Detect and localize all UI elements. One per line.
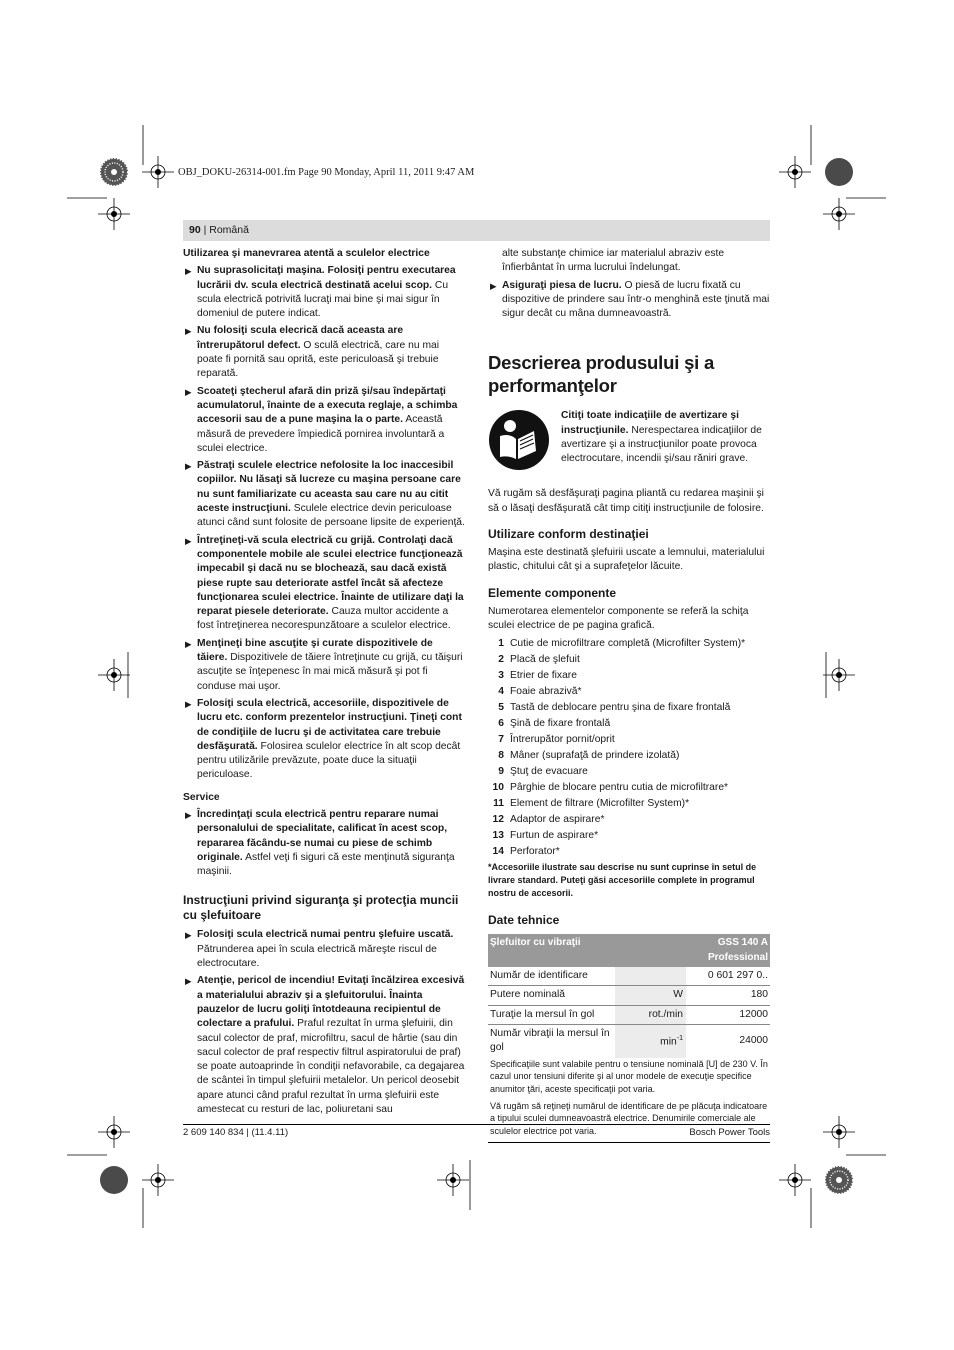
footer-brand: Bosch Power Tools [689,1127,770,1138]
bullet-item: ▶ Folosiţi scula electrică, accesoriile, dispozitivele de lucru etc. conform prezentelor instrucţiuni. Ţineţi cont de condiţiile de lucru şi de activitatea care trebuie desfăşurată. Folosirea sculelor electrice în alt scop decât pentru utilizările prevăzute, poate duce la situaţii periculoase. [185,697,462,781]
list-item: 7 Întrerupător pornit/oprit [498,734,615,746]
page-number: 90 [189,224,201,236]
list-item: 11 Element de filtrare (Microfilter System)* [493,798,690,810]
footer-doc-number: 2 609 140 834 | (11.4.11) [183,1127,289,1138]
table-row: Turaţie la mersul în gol rot./min 12000 [488,1005,770,1024]
arrow-bullet-icon: ▶ [185,698,192,709]
tech-data-title: Date tehnice [488,913,560,928]
sander-safety-title: Instrucţiuni privind siguranţa şi protecţia muncii cu şlefuitoare [183,893,459,923]
arrow-bullet-icon: ▶ [185,809,192,820]
read-instructions-box [488,409,770,473]
bullet-item: ▶ Atenţie, pericol de incendiu! Evitaţi încălzirea excesivă a materialului abraziv şi a şlefuitorului. Înainta pauzelor de lucru goliţi întotdeauna recipientul de colectare a prafului. Praful rezultat în urma şlefuirii, din sacul colector de praf, microfiltru, sacul de hârtie (sau din sacul colector de praf respectiv filtrul aspiratorului de praf) se poate autoaprinde în condiţii nefavorabile, ca degajarea de scântei în timpul şlefuirii metalelor. Un pericol deosebit apare atunci când praful rezultat în urma şlefuirii este amestecat cu resturi de lac, poliuretani sau [185,975,465,1116]
use-section-title: Utilizarea şi manevrarea atentă a sculelor electrice [183,248,430,259]
arrow-bullet-icon: ▶ [490,280,497,291]
bullet-item: ▶ Nu suprasolicitaţi maşina. Folosiţi pentru executarea lucrării dv. scula electrică destinată acelui scop. Cu scula electrică potrivită lucraţi mai bine şi mai sigur în domeniul de putere indicat. [185,265,456,320]
list-item: 2 Placă de şlefuit [498,654,580,666]
fold-out-text: Vă rugăm să desfăşuraţi pagina pliantă cu redarea maşinii şi să o lăsaţi desfăşurată cât timp citiţi instrucţiunile de folosire. [488,488,764,514]
arrow-bullet-icon: ▶ [185,266,192,277]
bullet-item: ▶ Menţineţi bine ascuţite şi curate dispozitivele de tăiere. Dispozitivele de tăiere întreţinute cu grijă, cu tăişuri ascuţite se înţepenesc în mai mică măsură şi pot fi conduse mai uşor. [185,637,463,692]
table-bottom-rule [488,1142,770,1143]
list-item: 13 Furtun de aspirare* [492,830,599,842]
table-row: Număr de identificare 0 601 297 0.. [488,967,770,986]
arrow-bullet-icon: ▶ [185,930,192,941]
tech-note-voltage: Specificaţiile sunt valabile pentru o tensiune nominală [U] de 230 V. În cazul unor tensiuni diferite şi al unor modele de execuţie specifice anumitor ţări, aceste specificaţii pot varia. [490,1058,768,1094]
arrow-bullet-icon: ▶ [185,535,192,546]
product-description-title: Descrierea produsului şi a performanţelor [488,352,715,397]
list-item: 12 Adaptor de aspirare* [492,814,605,826]
bullet-item: ▶ Nu folosiţi scula elecrică dacă aceasta are întrerupătorul defect. O sculă electrică, care nu mai poate fi pornită sau oprită, este periculoasă şi trebuie reparată. [185,325,440,380]
components-title: Elemente componente [488,585,617,600]
list-item: 9 Ştuţ de evacuare [498,766,588,778]
tech-data-table [488,934,770,1139]
page-header-bar [183,220,770,241]
arrow-bullet-icon: ▶ [185,638,192,649]
table-header-row [488,934,770,967]
table-header-model: GSS 140 A Professional [686,934,770,967]
bullet-item: ▶ Scoateţi ştecherul afară din priză şi/sau îndepărtaţi acumulatorul, înainte de a executa reglaje, a schimba accesorii sau de a pune maşina la o parte. Această măsură de prevedere împiedică pornirea involuntară a sculei electrice. [185,385,458,454]
arrow-bullet-icon: ▶ [185,326,192,337]
left-column [183,247,465,1117]
table-row: Număr vibraţii la mersul în gol $\min^{-1}$ 24000 [488,1024,770,1057]
list-item: 5 Tastă de deblocare pentru şina de fixare frontală [498,702,731,714]
list-item: 3 Etrier de fixare [498,670,577,682]
arrow-bullet-icon: ▶ [185,976,192,987]
list-item: 6 Şină de fixare frontală [498,718,611,730]
service-section-title: Service [183,791,220,803]
components-intro: Numerotarea elementelor componente se referă la schiţa sculei electrice de pe pagina grafică. [488,605,749,631]
list-item: 4 Foaie abrazivă* [498,686,582,698]
intended-use-text: Maşina este destinată şlefuirii uscate a lemnului, materialului plastic, chitului cât şi a suprafeţelor lăcuite. [488,547,765,573]
tech-note-id-plate: Vă rugăm să reţineţi numărul de identificare de pe plăcuţa indicatoare a tipului sculei dumneavoastră electrice. Denumirile comerciale ale sculelor electrice pot varia. [490,1100,768,1137]
read-manual-icon [488,409,550,471]
bullet-item: ▶ Încredinţaţi scula electrică pentru reparare numai personalului de specialitate, calificat în acest scop, repararea făcându-se numai cu piese de schimb originale. Astfel veţi fi siguri că este menţinută siguranţa maşinii. [185,808,455,878]
continuation-text: alte substanţe chimice iar materialul abraziv este înfierbântat în urma lucrului îndelungat. [502,248,725,274]
arrow-bullet-icon: ▶ [185,386,192,397]
list-item: 14 Perforator* [492,846,560,858]
print-job-header: OBJ_DOKU-26314-001.fm Page 90 Monday, April 11, 2011 9:47 AM [178,167,475,178]
use-items-list [183,264,465,782]
right-column [488,247,770,1143]
bullet-item: ▶ Întreţineţi-vă scula electrică cu grijă. Controlaţi dacă componentele mobile ale sculei electrice funcţionează impecabil şi dacă nu se blochează, sau dacă există piese rupte sau deteriorate astfel încât să afecteze funcţionarea sculei electrice. Înainte de utilizare daţi la reparat piesele deteriorate. Cauza multor accidente a fost întreţinerea necorespunzătoare a sculelor electrice. [185,534,464,632]
footer-rule [183,1124,770,1125]
bullet-item: ▶ Folosiţi scula electrică numai pentru şlefuire uscată. Pătrunderea apei în scula electrică măreşte riscul de electrocutare. [185,929,454,970]
page-header-divider: | [200,224,210,236]
page-language: Română [209,224,249,236]
list-item: 10 Pârghie de blocare pentru cutia de microfiltrare* [492,782,729,794]
accessories-footnote: *Accesoriile ilustrate sau descrise nu sunt cuprinse în setul de livrare standard. Puteţi găsi accesoriile complete în programul nostru de accesorii. [488,862,757,898]
read-warning-text: Citiţi toate indicaţiile de avertizare şi instrucţiunile. Nerespectarea indicaţiilor de avertizare şi a instrucţiunilor poate provoca electrocutare, incendii şi/sau răniri grave. [561,410,762,465]
table-header-product: Şlefuitor cu vibraţii [488,934,686,967]
components-list [488,637,770,859]
bullet-item: ▶ Asiguraţi piesa de lucru. O piesă de lucru fixată cu dispozitive de prindere sau într-o menghină este ţinută mai sigur decât cu mâna dumneavoastră. [490,279,770,320]
list-item: 8 Mâner (suprafaţă de prindere izolată) [498,750,680,762]
bullet-item: ▶ Păstraţi sculele electrice nefolosite la loc inaccesibil copiilor. Nu lăsaţi să lucreze cu maşina persoane care nu sunt familiarizate cu aceasta sau care nu au citit aceste instrucţiuni. Sculele electrice devin periculoase atunci când sunt folosite de persoane lipsite de experienţă. [185,460,465,529]
list-item: 1 Cutie de microfiltrare completă (Microfilter System)* [498,638,746,650]
table-row: Putere nominală W 180 [488,986,770,1005]
arrow-bullet-icon: ▶ [185,461,192,472]
intended-use-title: Utilizare conform destinaţiei [488,527,649,542]
